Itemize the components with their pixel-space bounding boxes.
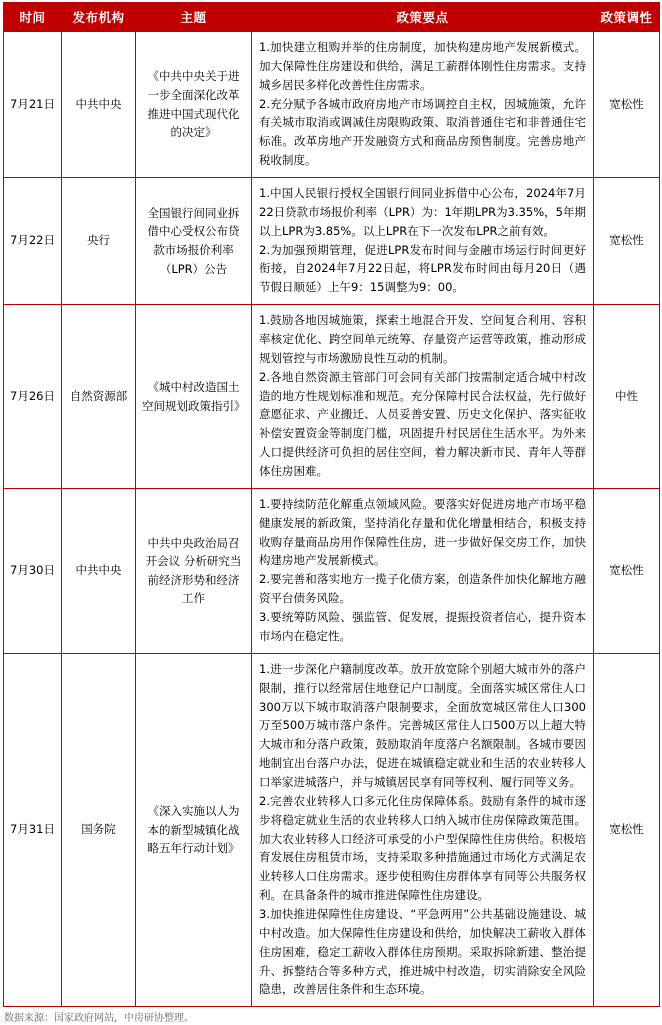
cell-tone: 宽松性 — [594, 488, 660, 653]
cell-org: 自然资源部 — [62, 305, 136, 489]
cell-org: 中共中央 — [62, 488, 136, 653]
cell-tone: 中性 — [594, 305, 660, 489]
policy-point: 2.完善农业转移人口多元化住房保障体系。鼓励有条件的城市逐步将稳定就业生活的农业转移人口纳入城市住房保障政策范围。加大农业转移人口经济可承受的小户型保障性住房供给。积极培育发展住房租赁市场，支持采取多种措施通过市场化方式满足农业转移人口住房需求。逐步使租购住房群体享有同等公共服务权利。在具备条件的城市推进保障性住房建设。 — [259, 793, 586, 903]
cell-date: 7月31日 — [4, 653, 62, 1006]
policy-point: 2.要完善和落实地方一揽子化债方案，创造条件加快化解地方融资平台债务风险。 — [259, 572, 586, 606]
policy-point: 1.要持续防范化解重点领域风险。要落实好促进房地产市场平稳健康发展的新政策，坚持消化存量和优化增量相结合，积极支持收购存量商品房用作保障性住房，进一步做好保交房工作，加快构建房地产发展新模式。 — [259, 496, 586, 568]
cell-date: 7月22日 — [4, 178, 62, 305]
table-row — [4, 178, 660, 305]
cell-tone: 宽松性 — [594, 32, 660, 178]
policy-point: 1.中国人民银行授权全国银行间同业拆借中心公布，2024年7月22日贷款市场报价利率（LPR）为：1年期LPR为3.35%，5年期以上LPR为3.85%。以上LPR在下一次发布LPR之前有效。 — [259, 186, 586, 238]
cell-tone: 宽松性 — [594, 178, 660, 305]
table-header — [4, 3, 660, 32]
cell-org: 中共中央 — [62, 32, 136, 178]
policy-point: 1.加快建立租购并举的住房制度，加快构建房地产发展新模式。加大保障性住房建设和供给，满足工薪群体刚性住房需求。支持城乡居民多样化改善性住房需求。 — [259, 40, 586, 92]
source-note: 数据来源：国家政府网站，中房研协整理。 — [4, 1013, 194, 1025]
table-row — [4, 653, 660, 1006]
column-header-tone: 政策调性 — [594, 3, 660, 32]
column-header-points: 政策要点 — [252, 3, 594, 32]
table-row — [4, 32, 660, 178]
cell-org: 国务院 — [62, 653, 136, 1006]
cell-topic: 中共中央政治局召开会议 分析研究当前经济形势和经济工作 — [136, 488, 252, 653]
column-header-date: 时间 — [4, 3, 62, 32]
cell-points — [252, 32, 594, 178]
table-row — [4, 305, 660, 489]
policy-point: 1.进一步深化户籍制度改革。放开放宽除个别超大城市外的落户限制，推行以经常居住地登记户口制度。全面落实城区常住人口300万以下城市取消落户限制要求，全面放宽城区常住人口300万至500万城市落户条件。完善城区常住人口500万以上超大特大城市和分落户政策，鼓励取消年度落户名额限制。各城市要因地制宜出台落户办法，促进在城镇稳定就业和生活的农业转移人口举家进城落户，并与城镇居民享有同等权利、履行同等义务。 — [259, 661, 586, 789]
column-header-org: 发布机构 — [62, 3, 136, 32]
policy-point: 2.为加强预期管理，促进LPR发布时间与金融市场运行时间更好衔接，自2024年7月22日起，将LPR发布时间由每月20日（遇节假日顺延）上午9：15调整为9：00。 — [259, 242, 586, 295]
cell-org: 央行 — [62, 178, 136, 305]
policy-point: 2.各地自然资源主管部门可会同有关部门按需制定适合城中村改造的地方性规划标准和规范。充分保障村民合法权益，先行做好意愿征求、产业搬迁、人员妥善安置、历史文化保护、落实征收补偿安置资金等制度门槛，巩固提升村民居住生活水平。为外来人口提供经济可负担的居住空间，着力解决新市民、青年人等群体住房困难。 — [259, 369, 586, 479]
table-row — [4, 488, 660, 653]
cell-date: 7月30日 — [4, 488, 62, 653]
cell-date: 7月21日 — [4, 32, 62, 178]
cell-points — [252, 653, 594, 1006]
cell-tone: 宽松性 — [594, 653, 660, 1006]
policy-point: 2.充分赋予各城市政府房地产市场调控自主权，因城施策，允许有关城市取消或调减住房限购政策、取消普通住宅和非普通住宅标准。改革房地产开发融资方式和商品房预售制度。完善房地产税收制度。 — [259, 96, 586, 168]
policy-point: 3.加快推进保障性住房建设、“平急两用”公共基础设施建设、城中村改造。加大保障性住房建设和供给，加快解决工薪收入群体住房困难，稳定工薪收入群体住房预期。采取拆除新建、整治提升、拆整结合等多种方式，推进城中村改造，切实消除安全风险隐患，改善居住条件和生态环境。 — [259, 906, 586, 997]
cell-date: 7月26日 — [4, 305, 62, 489]
cell-topic: 全国银行间同业拆借中心受权公布贷款市场报价利率（LPR）公告 — [136, 178, 252, 305]
cell-topic: 《深入实施以人为本的新型城镇化战略五年行动计划》 — [136, 653, 252, 1006]
table-header-row — [4, 3, 660, 32]
cell-topic: 《城中村改造国土空间规划政策指引》 — [136, 305, 252, 489]
policy-table-sheet — [0, 2, 662, 1025]
cell-points — [252, 178, 594, 305]
column-header-topic: 主题 — [136, 3, 252, 32]
policy-point: 1.鼓励各地因城施策，探索土地混合开发、空间复合利用、容积率核定优化、跨空间单元统筹、存量资产运营等政策，推动形成规划管控与市场激励良性互动的机制。 — [259, 313, 586, 365]
table-body — [4, 32, 660, 1007]
policy-point: 3.要统筹防风险、强监管、促发展，提振投资者信心，提升资本市场内在稳定性。 — [259, 610, 586, 643]
cell-points — [252, 488, 594, 653]
cell-points — [252, 305, 594, 489]
policy-table — [3, 2, 660, 1007]
cell-topic: 《中共中央关于进一步全面深化改革 推进中国式现代化的决定》 — [136, 32, 252, 178]
